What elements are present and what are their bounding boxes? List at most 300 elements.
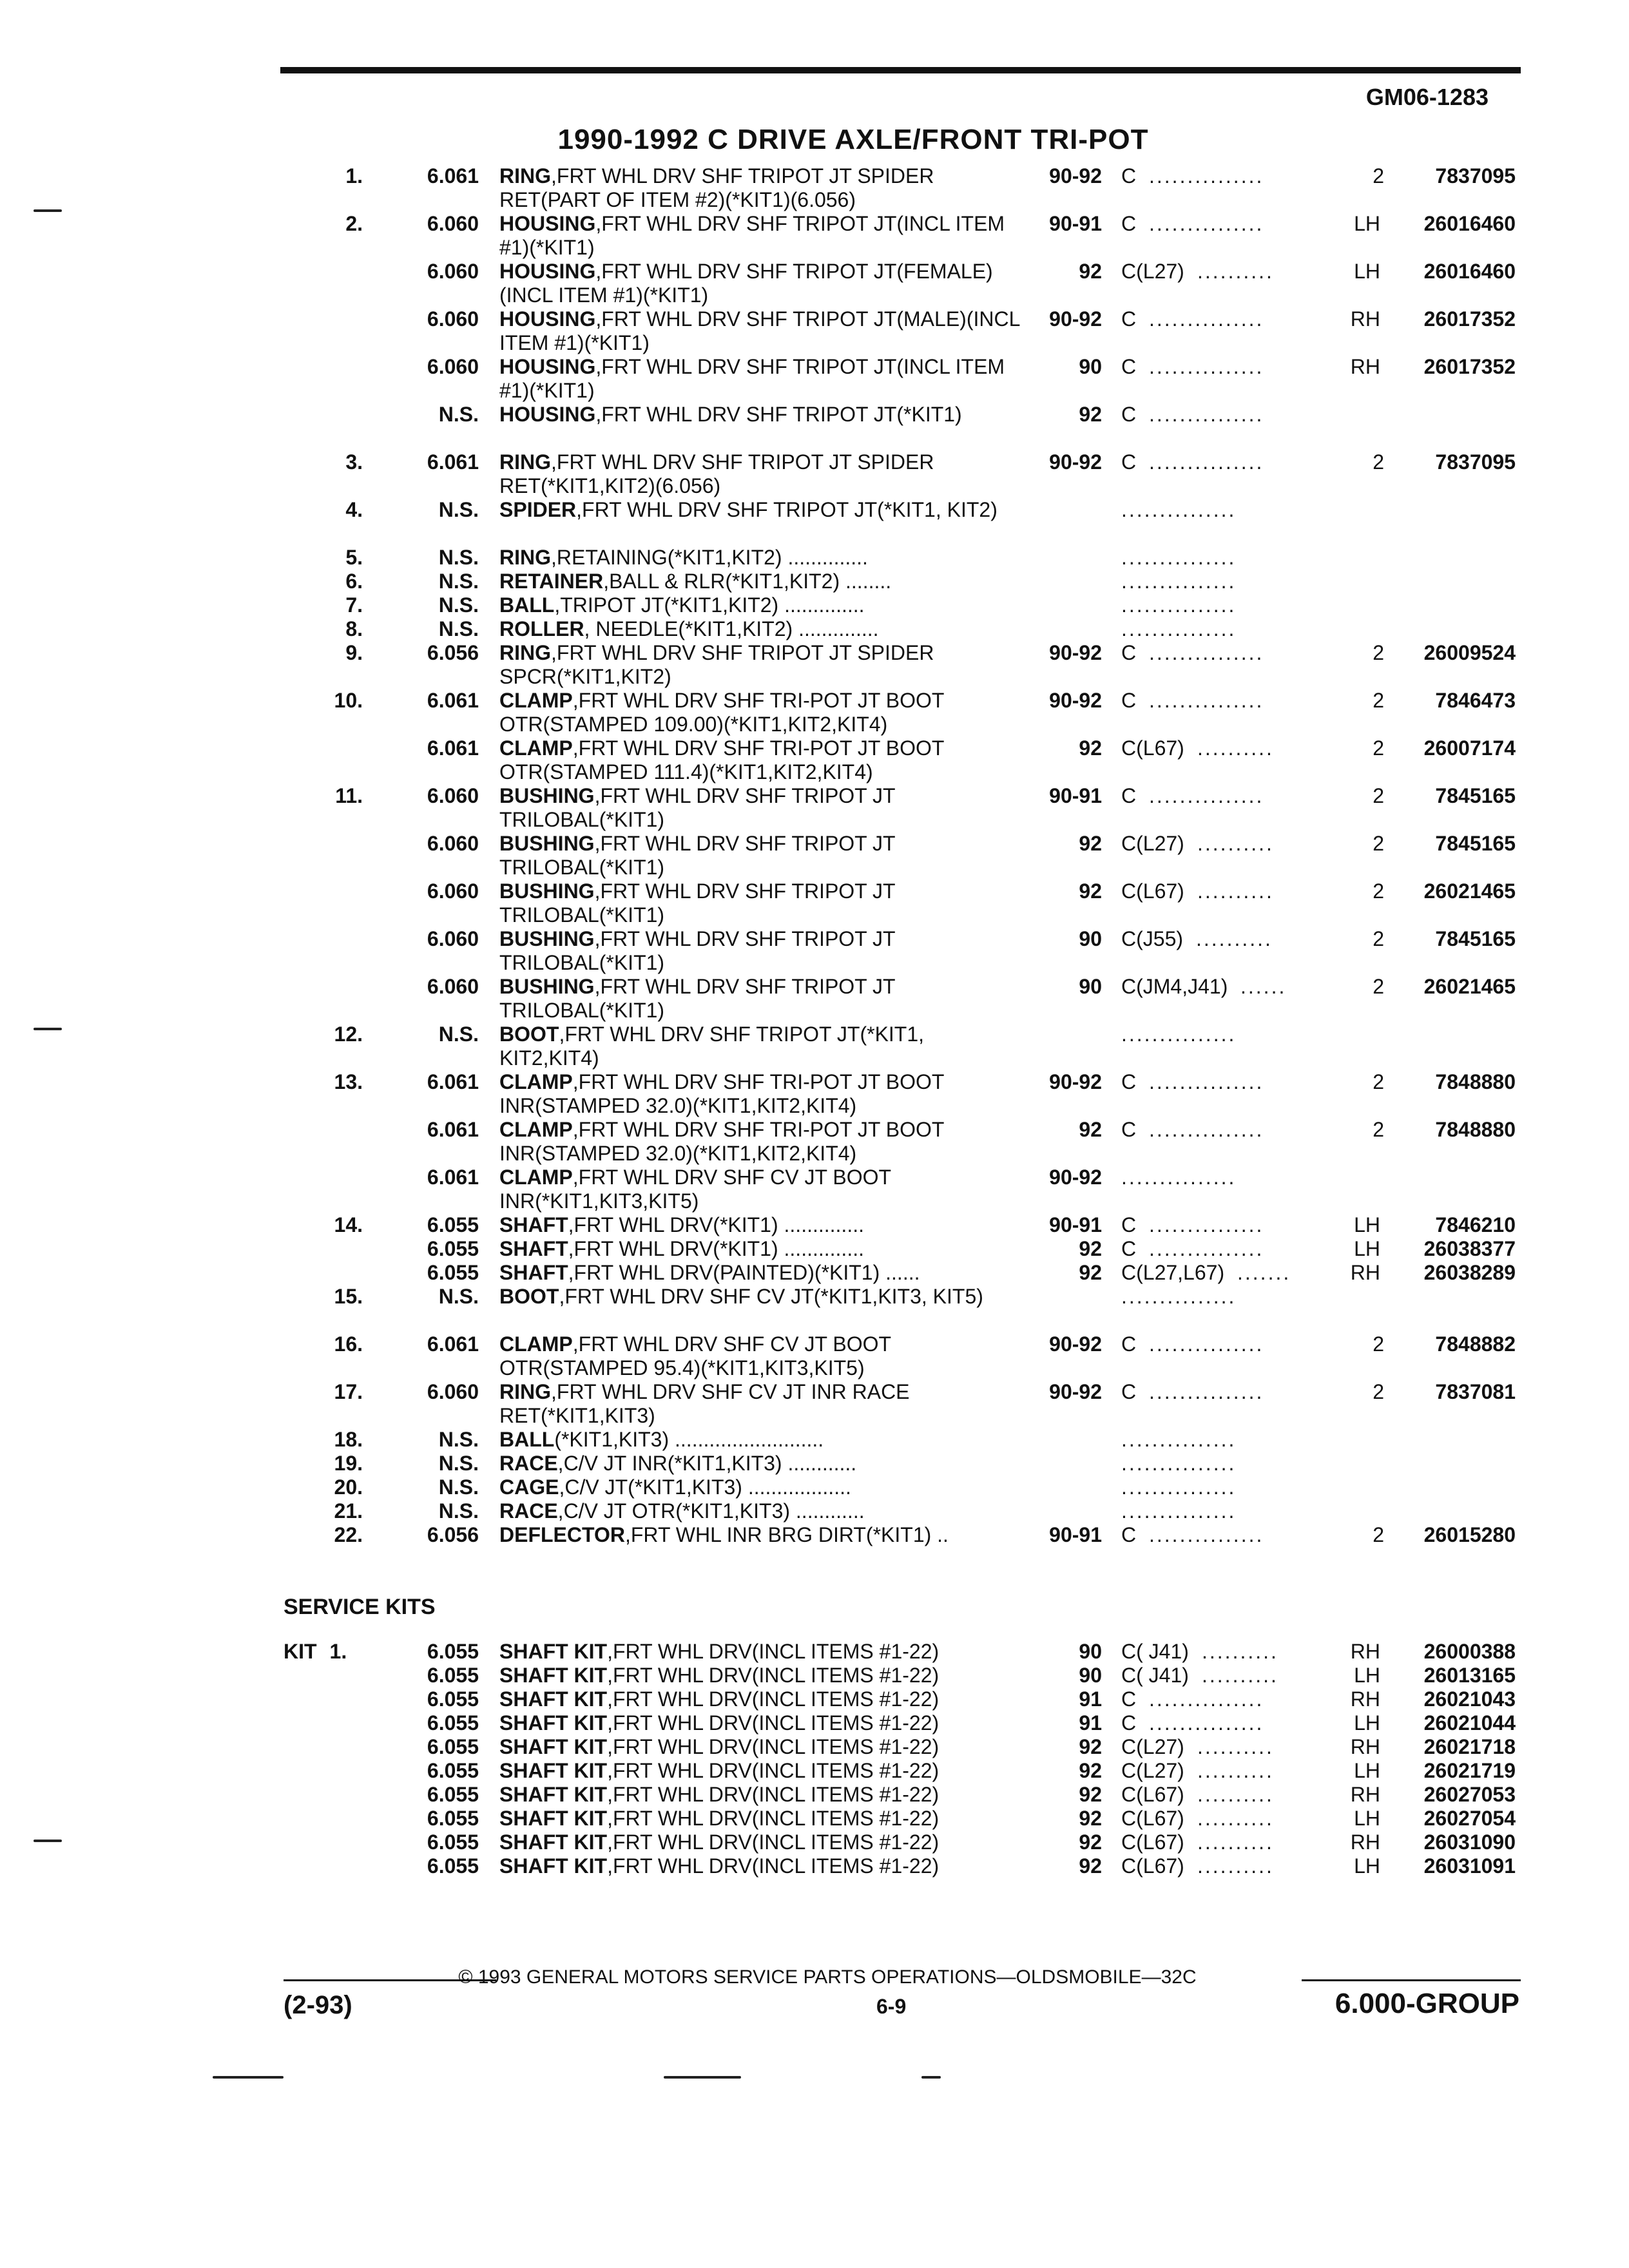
table-row	[0, 641, 1629, 689]
model-years: 90	[1079, 1664, 1102, 1687]
part-name: CAGE	[499, 1475, 559, 1499]
part-number: 26015280	[1423, 1523, 1516, 1546]
part-name: BUSHING	[499, 927, 595, 950]
quantity: 2	[1373, 1070, 1384, 1093]
leader-dots: ...............	[1149, 1380, 1264, 1403]
part-number: 26009524	[1423, 641, 1516, 664]
group-number: N.S.	[438, 570, 479, 593]
kit-row	[0, 1735, 1629, 1759]
part-name: RACE	[499, 1452, 558, 1475]
part-number: 26027053	[1423, 1783, 1516, 1806]
model-code: C(L67)	[1121, 1831, 1184, 1854]
group-number: N.S.	[438, 1452, 479, 1475]
model-code: C	[1121, 1380, 1137, 1403]
page-title: 1990-1992 C DRIVE AXLE/FRONT TRI-POT	[557, 124, 1149, 155]
part-description	[499, 879, 1028, 927]
model-years: 90	[1079, 927, 1102, 950]
model-code: C( J41)	[1121, 1664, 1189, 1687]
part-name: SHAFT	[499, 1237, 568, 1260]
leader-dots: ...............	[1121, 1285, 1237, 1308]
part-detail: ,FRT WHL DRV SHF TRIPOT JT(*KIT1)	[595, 403, 962, 426]
part-number: 26007174	[1423, 736, 1516, 760]
part-name: SHAFT KIT	[499, 1831, 608, 1854]
part-number: 7846473	[1435, 689, 1516, 712]
scan-mark	[34, 1840, 62, 1842]
part-description	[499, 1475, 1028, 1499]
model-code: C	[1121, 1711, 1137, 1735]
side-code: RH	[1350, 1735, 1380, 1758]
item-number: 11.	[335, 784, 363, 807]
part-description	[499, 403, 1028, 427]
part-description	[499, 1687, 1028, 1711]
table-row	[0, 1428, 1629, 1452]
group-number: 6.061	[427, 1332, 479, 1356]
part-detail: ,FRT WHL DRV SHF TRIPOT JT TRILOBAL(*KIT1)	[499, 879, 895, 927]
leader-dots: ...............	[1149, 164, 1264, 187]
group-number: 6.055	[427, 1213, 479, 1236]
quantity: 2	[1373, 879, 1384, 903]
group-number: 6.060	[427, 1380, 479, 1403]
model-code: C	[1121, 641, 1137, 664]
part-number: 26016460	[1423, 212, 1516, 235]
model-years: 92	[1079, 1759, 1102, 1782]
part-number: 26021465	[1423, 975, 1516, 998]
model-code: C	[1121, 307, 1137, 331]
leader-dots: .......	[1237, 1261, 1291, 1284]
part-name: CLAMP	[499, 1332, 573, 1356]
model-years: 90	[1079, 1640, 1102, 1663]
side-code: LH	[1354, 1807, 1380, 1830]
model-code: C	[1121, 355, 1137, 378]
leader-dots: ..........	[1197, 1807, 1274, 1830]
part-name: RING	[499, 164, 551, 187]
quantity: 2	[1373, 1380, 1384, 1403]
part-number: 7837095	[1435, 450, 1516, 474]
part-number: 7845165	[1435, 927, 1516, 950]
leader-dots: ..........	[1197, 260, 1274, 283]
side-code: LH	[1354, 1854, 1380, 1878]
item-number: 14.	[334, 1213, 363, 1236]
table-row	[0, 570, 1629, 593]
part-detail: ,FRT WHL DRV SHF TRIPOT JT SPIDER SPCR(*KIT1,KIT2)	[499, 641, 934, 688]
part-description	[499, 1332, 1028, 1380]
model-years: 90	[1079, 975, 1102, 998]
leader-dots: ...............	[1149, 403, 1264, 426]
part-number: 26016460	[1423, 260, 1516, 283]
side-code: RH	[1350, 355, 1380, 378]
quantity: 2	[1373, 1118, 1384, 1141]
table-row	[0, 1523, 1629, 1547]
leader-dots: ...............	[1149, 1687, 1264, 1711]
group-number: 6.061	[427, 450, 479, 474]
part-description	[499, 260, 1028, 307]
group-number: N.S.	[438, 1475, 479, 1499]
part-name: HOUSING	[499, 403, 596, 426]
part-description	[499, 1759, 1028, 1783]
group-number: N.S.	[438, 498, 479, 521]
model-years: 90-92	[1049, 450, 1102, 474]
side-code: LH	[1354, 260, 1380, 283]
part-detail: ,FRT WHL DRV SHF TRIPOT JT(*KIT1, KIT2,KIT4)	[499, 1023, 925, 1070]
part-name: RING	[499, 546, 551, 569]
part-name: CLAMP	[499, 1118, 573, 1141]
document-number: GM06-1283	[1365, 84, 1489, 110]
part-detail: ,FRT WHL DRV(INCL ITEMS #1-22)	[607, 1735, 940, 1758]
part-name: RACE	[499, 1499, 558, 1523]
leader-dots: ..........	[1197, 736, 1274, 760]
kit-row	[0, 1687, 1629, 1711]
part-name: SHAFT KIT	[499, 1783, 608, 1806]
leader-dots: ...............	[1149, 1070, 1264, 1093]
model-code: C	[1121, 1237, 1137, 1260]
part-detail: ,RETAINING(*KIT1,KIT2) ..............	[551, 546, 868, 569]
group-number: 6.061	[427, 1070, 479, 1093]
leader-dots: ...............	[1149, 784, 1264, 807]
part-description	[499, 450, 1028, 498]
part-description	[499, 1380, 1028, 1428]
table-row	[0, 1380, 1629, 1428]
item-number: 5.	[345, 546, 363, 569]
model-years: 92	[1079, 1735, 1102, 1758]
leader-dots: ...............	[1121, 1475, 1237, 1499]
part-description	[499, 1285, 1028, 1309]
side-code: LH	[1354, 1664, 1380, 1687]
group-number: 6.060	[427, 307, 479, 331]
model-years: 90-91	[1049, 784, 1102, 807]
part-name: SHAFT KIT	[499, 1807, 608, 1830]
table-row	[0, 879, 1629, 927]
model-code: C	[1121, 403, 1137, 426]
part-name: HOUSING	[499, 355, 596, 378]
item-number: 19.	[334, 1452, 363, 1475]
part-name: BALL	[499, 593, 555, 617]
group-number: 6.060	[427, 832, 479, 855]
part-detail: ,BALL & RLR(*KIT1,KIT2) ........	[603, 570, 892, 593]
table-row	[0, 1475, 1629, 1499]
model-years: 92	[1079, 1807, 1102, 1830]
group-number: 6.060	[427, 879, 479, 903]
item-number: 22.	[334, 1523, 363, 1546]
group-number: 6.056	[427, 641, 479, 664]
model-years: 91	[1079, 1687, 1102, 1711]
model-years: 92	[1079, 1831, 1102, 1854]
part-name: BUSHING	[499, 832, 595, 855]
table-row	[0, 784, 1629, 832]
part-description	[499, 784, 1028, 832]
side-code: RH	[1350, 1831, 1380, 1854]
part-detail: ,FRT WHL DRV SHF TRI-POT JT BOOT OTR(STAMPED 111.4)(*KIT1,KIT2,KIT4)	[499, 736, 944, 783]
model-code: C(J55)	[1121, 927, 1184, 950]
model-years: 90	[1079, 355, 1102, 378]
parts-list	[0, 164, 1629, 1547]
table-row	[0, 1213, 1629, 1237]
model-code: C	[1121, 784, 1137, 807]
kit-row	[0, 1759, 1629, 1783]
group-number: 6.060	[427, 260, 479, 283]
part-detail: ,FRT WHL DRV(PAINTED)(*KIT1) ......	[568, 1261, 920, 1284]
leader-dots: ..........	[1197, 1759, 1274, 1782]
model-code: C	[1121, 212, 1137, 235]
item-number: 17.	[334, 1380, 363, 1403]
quantity: 2	[1373, 1523, 1384, 1546]
part-detail: ,TRIPOT JT(*KIT1,KIT2) ..............	[554, 593, 865, 617]
model-code: C(L67)	[1121, 736, 1184, 760]
part-name: RING	[499, 450, 551, 474]
model-code: C	[1121, 1118, 1137, 1141]
kit-row	[0, 1807, 1629, 1831]
part-detail: ,FRT WHL DRV(INCL ITEMS #1-22)	[607, 1711, 940, 1735]
quantity: 2	[1373, 450, 1384, 474]
part-description	[499, 1711, 1028, 1735]
part-detail: ,FRT WHL DRV SHF CV JT INR RACE RET(*KIT1,KIT3)	[499, 1380, 910, 1427]
part-description	[499, 1261, 1028, 1285]
group-number: N.S.	[438, 403, 479, 426]
part-detail: ,FRT WHL DRV(*KIT1) ..............	[568, 1213, 864, 1236]
leader-dots: ..........	[1197, 1831, 1274, 1854]
part-description	[499, 1523, 1028, 1547]
part-detail: ,FRT WHL DRV(INCL ITEMS #1-22)	[607, 1807, 940, 1830]
part-detail: ,FRT WHL INR BRG DIRT(*KIT1) ..	[624, 1523, 949, 1546]
model-years: 92	[1079, 736, 1102, 760]
leader-dots: ...............	[1149, 212, 1264, 235]
part-name: SHAFT KIT	[499, 1640, 608, 1663]
group-number: N.S.	[438, 1499, 479, 1523]
part-name: SHAFT	[499, 1213, 568, 1236]
part-number: 7848882	[1435, 1332, 1516, 1356]
part-name: SHAFT KIT	[499, 1759, 608, 1782]
table-row	[0, 1499, 1629, 1523]
part-name: BOOT	[499, 1285, 559, 1308]
model-years: 90-92	[1049, 641, 1102, 664]
revision-date: (2-93)	[284, 1991, 352, 2019]
table-row	[0, 1166, 1629, 1213]
leader-dots: ...............	[1121, 570, 1237, 593]
part-detail: ,FRT WHL DRV(INCL ITEMS #1-22)	[607, 1687, 940, 1711]
part-description	[499, 1118, 1028, 1166]
kit-word: KIT	[284, 1640, 317, 1663]
part-number: 26021043	[1423, 1687, 1516, 1711]
part-number: 26021719	[1423, 1759, 1516, 1782]
side-code: RH	[1350, 1687, 1380, 1711]
group-number: 6.055	[427, 1640, 479, 1663]
part-number: 26021718	[1423, 1735, 1516, 1758]
part-number: 26013165	[1423, 1664, 1516, 1687]
part-detail: (*KIT1,KIT3) ..........................	[554, 1428, 824, 1451]
item-number: 9.	[345, 641, 363, 664]
part-number: 26021044	[1423, 1711, 1516, 1735]
table-row	[0, 164, 1629, 212]
group-number: 6.055	[427, 1664, 479, 1687]
leader-dots: ..........	[1197, 832, 1274, 855]
model-years: 90-92	[1049, 1070, 1102, 1093]
leader-dots: ...............	[1149, 1523, 1264, 1546]
leader-dots: ...............	[1149, 1213, 1264, 1236]
table-row	[0, 1452, 1629, 1475]
model-years: 92	[1079, 1237, 1102, 1260]
part-name: BUSHING	[499, 975, 595, 998]
model-years: 92	[1079, 1118, 1102, 1141]
part-number: 7848880	[1435, 1118, 1516, 1141]
group-number: 6.060	[427, 355, 479, 378]
part-number: 7837095	[1435, 164, 1516, 187]
model-years: 90-92	[1049, 1332, 1102, 1356]
part-detail: ,FRT WHL DRV(INCL ITEMS #1-22)	[607, 1640, 940, 1663]
model-years: 90-91	[1049, 1523, 1102, 1546]
service-kits-list	[0, 1640, 1629, 1878]
kit-row	[0, 1831, 1629, 1854]
item-number: 15.	[334, 1285, 363, 1308]
part-detail: ,FRT WHL DRV(*KIT1) ..............	[568, 1237, 864, 1260]
item-number: 3.	[345, 450, 363, 474]
part-name: BUSHING	[499, 784, 595, 807]
group-number: N.S.	[438, 1428, 479, 1451]
part-description	[499, 927, 1028, 975]
part-name: SPIDER	[499, 498, 577, 521]
quantity: 2	[1373, 784, 1384, 807]
kit-row	[0, 1783, 1629, 1807]
item-number: 12.	[334, 1023, 363, 1046]
model-years: 92	[1079, 1854, 1102, 1878]
part-detail: ,FRT WHL DRV SHF TRI-POT JT BOOT INR(STAMPED 32.0)(*KIT1,KIT2,KIT4)	[499, 1118, 944, 1165]
leader-dots: ...............	[1121, 1428, 1237, 1451]
part-description	[499, 1237, 1028, 1261]
part-name: SHAFT KIT	[499, 1687, 608, 1711]
table-row	[0, 927, 1629, 975]
quantity: 2	[1373, 736, 1384, 760]
part-detail: ,FRT WHL DRV SHF TRIPOT JT TRILOBAL(*KIT1)	[499, 975, 895, 1022]
part-name: SHAFT KIT	[499, 1711, 608, 1735]
part-name: SHAFT KIT	[499, 1664, 608, 1687]
leader-dots: ...............	[1121, 1499, 1237, 1523]
table-row	[0, 832, 1629, 879]
group-number: 6.055	[427, 1783, 479, 1806]
model-code: C	[1121, 1332, 1137, 1356]
table-row	[0, 212, 1629, 260]
part-detail: ,FRT WHL DRV SHF TRIPOT JT(*KIT1, KIT2)	[576, 498, 998, 521]
model-code: C	[1121, 1687, 1137, 1711]
model-code: C(L27)	[1121, 832, 1184, 855]
item-number: 13.	[334, 1070, 363, 1093]
table-row	[0, 260, 1629, 307]
part-detail: ,C/V JT OTR(*KIT1,KIT3) ............	[557, 1499, 865, 1523]
group-number: N.S.	[438, 593, 479, 617]
part-detail: ,FRT WHL DRV SHF TRIPOT JT TRILOBAL(*KIT1)	[499, 832, 895, 879]
group-number: 6.060	[427, 975, 479, 998]
model-code: C	[1121, 1070, 1137, 1093]
item-number: 6.	[345, 570, 363, 593]
item-number: 16.	[334, 1332, 363, 1356]
group-number: 6.055	[427, 1854, 479, 1878]
model-code: C	[1121, 689, 1137, 712]
part-number: 26038289	[1423, 1261, 1516, 1284]
part-detail: ,FRT WHL DRV(INCL ITEMS #1-22)	[607, 1664, 940, 1687]
model-code: C(L27,L67)	[1121, 1261, 1225, 1284]
table-row	[0, 593, 1629, 617]
group-number: 6.055	[427, 1831, 479, 1854]
kit-row	[0, 1640, 1629, 1664]
part-description	[499, 975, 1028, 1023]
table-row	[0, 689, 1629, 736]
leader-dots: ..........	[1196, 927, 1273, 950]
part-description	[499, 164, 1028, 212]
item-number: 7.	[345, 593, 363, 617]
table-row	[0, 403, 1629, 450]
part-name: RETAINER	[499, 570, 604, 593]
quantity: 2	[1373, 832, 1384, 855]
part-name: RING	[499, 641, 551, 664]
leader-dots: ...............	[1149, 1332, 1264, 1356]
side-code: RH	[1350, 1640, 1380, 1663]
part-detail: ,FRT WHL DRV(INCL ITEMS #1-22)	[607, 1783, 940, 1806]
part-detail: ,FRT WHL DRV SHF CV JT BOOT INR(*KIT1,KIT3,KIT5)	[499, 1166, 891, 1213]
group-number: 6.061	[427, 1166, 479, 1189]
leader-dots: ...............	[1121, 1452, 1237, 1475]
side-code: LH	[1354, 1759, 1380, 1782]
model-years: 92	[1079, 260, 1102, 283]
model-code: C	[1121, 1523, 1137, 1546]
group-number: 6.061	[427, 1118, 479, 1141]
part-description	[499, 1807, 1028, 1831]
table-row	[0, 1237, 1629, 1261]
model-code: C(L67)	[1121, 879, 1184, 903]
group-number: N.S.	[438, 617, 479, 640]
table-row	[0, 1070, 1629, 1118]
part-description	[499, 1783, 1028, 1807]
leader-dots: ...............	[1121, 1023, 1237, 1046]
model-years: 90-92	[1049, 307, 1102, 331]
part-number: 7845165	[1435, 784, 1516, 807]
group-number: 6.060	[427, 784, 479, 807]
model-code: C	[1121, 164, 1137, 187]
table-row	[0, 1332, 1629, 1380]
item-number: 2.	[345, 212, 363, 235]
kit-number: 1.	[329, 1640, 347, 1663]
table-row	[0, 355, 1629, 403]
part-name: CLAMP	[499, 736, 573, 760]
group-number: 6.055	[427, 1237, 479, 1260]
part-detail: ,FRT WHL DRV SHF TRIPOT JT SPIDER RET(PART OF ITEM #2)(*KIT1)(6.056)	[499, 164, 934, 211]
page-number: 6-9	[876, 1995, 907, 2018]
part-name: SHAFT KIT	[499, 1854, 608, 1878]
group-number: 6.055	[427, 1261, 479, 1284]
part-number: 7846210	[1435, 1213, 1516, 1236]
side-code: LH	[1354, 212, 1380, 235]
part-description	[499, 1735, 1028, 1759]
part-description	[499, 498, 1028, 522]
kit-row	[0, 1664, 1629, 1687]
part-description	[499, 1023, 1028, 1070]
model-years: 90-92	[1049, 689, 1102, 712]
side-code: RH	[1350, 1261, 1380, 1284]
part-description	[499, 593, 1028, 617]
group-number: N.S.	[438, 1285, 479, 1308]
item-number: 18.	[334, 1428, 363, 1451]
side-code: RH	[1350, 1783, 1380, 1806]
part-number: 26038377	[1423, 1237, 1516, 1260]
quantity: 2	[1373, 1332, 1384, 1356]
leader-dots: ..........	[1202, 1640, 1278, 1663]
model-years: 92	[1079, 879, 1102, 903]
item-number: 21.	[334, 1499, 363, 1523]
table-row	[0, 736, 1629, 784]
model-code: C	[1121, 450, 1137, 474]
model-years: 92	[1079, 832, 1102, 855]
part-name: CLAMP	[499, 689, 573, 712]
scan-mark	[921, 2076, 941, 2079]
part-description	[499, 1213, 1028, 1237]
part-detail: ,FRT WHL DRV SHF TRIPOT JT SPIDER RET(*KIT1,KIT2)(6.056)	[499, 450, 934, 497]
part-detail: ,FRT WHL DRV SHF CV JT BOOT OTR(STAMPED 95.4)(*KIT1,KIT3,KIT5)	[499, 1332, 891, 1379]
